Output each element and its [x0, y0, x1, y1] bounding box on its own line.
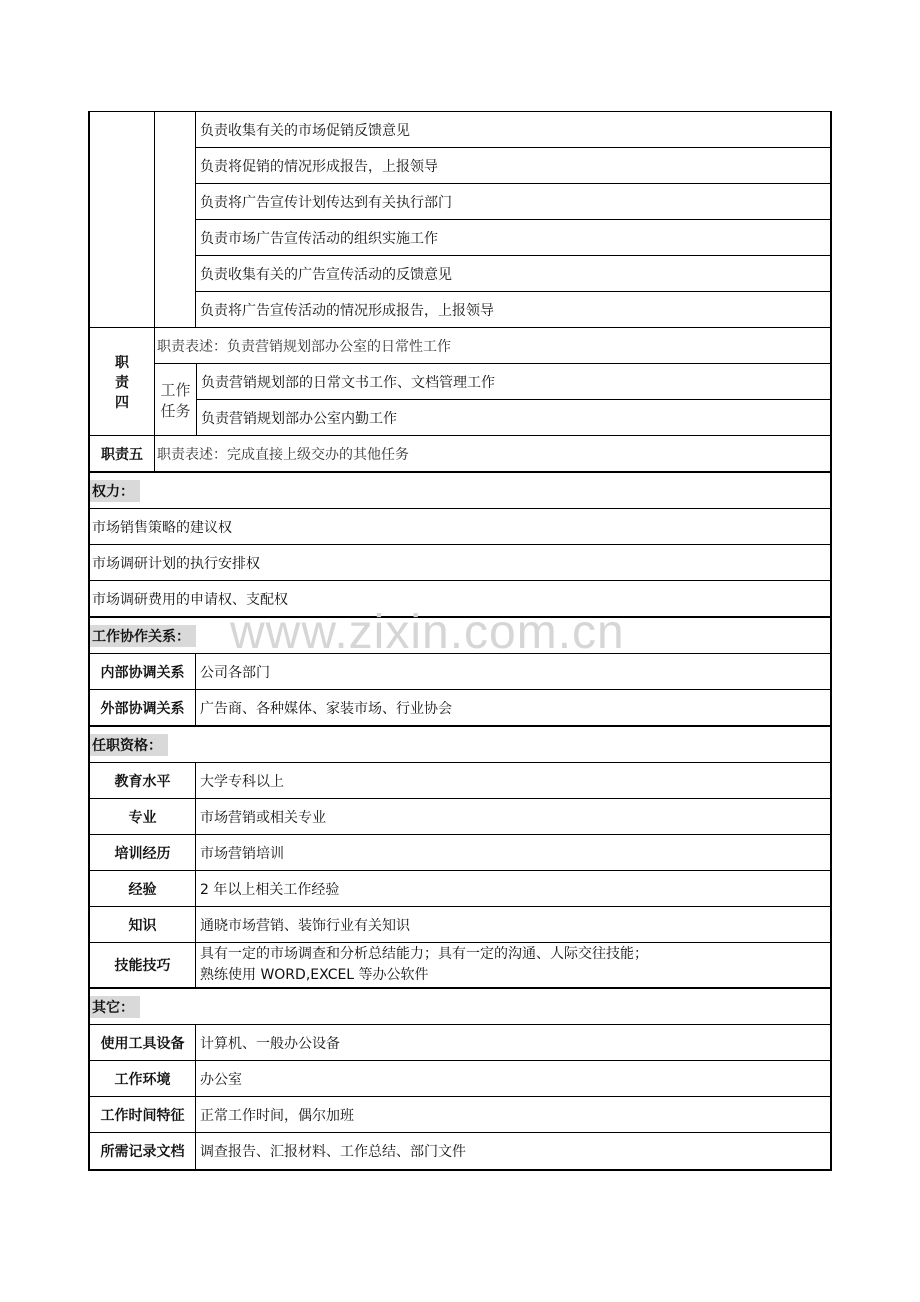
relations-value: 公司各部门 — [200, 664, 270, 681]
resp4-task-label — [155, 364, 196, 435]
resp4-task-row — [197, 400, 830, 435]
qualification-label: 教育水平 — [114, 773, 171, 790]
relations-row — [90, 654, 830, 690]
other-label: 工作时间特征 — [100, 1107, 185, 1124]
resp4-task-label-line: 任务 — [160, 401, 191, 420]
other-label: 所需记录文档 — [100, 1144, 185, 1160]
authority-header — [90, 473, 830, 509]
other-value: 办公室 — [200, 1071, 242, 1088]
relations-header — [90, 618, 830, 654]
qualification-row — [90, 799, 830, 835]
other-value-cell — [195, 1097, 830, 1132]
other-value: 调查报告、汇报材料、工作总结、部门文件 — [200, 1144, 466, 1160]
authority-item — [90, 581, 830, 618]
resp4-task-label-line: 工作 — [160, 380, 191, 399]
authority-item-text: 市场调研费用的申请权、支配权 — [92, 591, 288, 608]
other-row — [90, 1097, 830, 1133]
resp4-content — [154, 328, 830, 435]
other-row — [90, 1061, 830, 1097]
qualification-label: 知识 — [128, 917, 157, 934]
resp4-label-char: 责 — [115, 374, 129, 391]
other-title: 其它： — [90, 996, 140, 1018]
resp3-task-text: 负责市场广告宣传活动的组织实施工作 — [200, 230, 438, 247]
qualification-row — [90, 907, 830, 943]
qualifications-header — [90, 727, 830, 763]
resp4-block — [90, 328, 830, 436]
resp4-task-text: 负责营销规划部的日常文书工作、文档管理工作 — [201, 374, 495, 391]
resp3-task-row — [196, 220, 830, 256]
resp4-task-text: 负责营销规划部办公室内勤工作 — [201, 410, 397, 427]
qualification-value-cell — [195, 835, 830, 870]
skills-line: 具有一定的市场调查和分析总结能力；具有一定的沟通、人际交往技能； — [200, 946, 648, 962]
resp3-task-text: 负责收集有关的市场促销反馈意见 — [200, 122, 410, 139]
qualification-value: 市场营销培训 — [200, 845, 284, 862]
qualification-label: 培训经历 — [114, 845, 171, 862]
relations-value-cell — [195, 690, 830, 725]
qualification-label: 经验 — [128, 881, 157, 898]
job-description-document — [88, 111, 832, 1171]
qualification-value: 市场营销或相关专业 — [200, 809, 326, 826]
other-value-cell — [195, 1133, 830, 1169]
resp4-tasks-area — [155, 364, 830, 435]
relations-row — [90, 690, 830, 727]
other-row — [90, 1133, 830, 1169]
resp4-label-char: 职 — [115, 354, 129, 371]
resp3-task-text: 负责将促销的情况形成报告，上报领导 — [200, 158, 438, 175]
qualification-skills-row — [90, 943, 830, 989]
resp4-label-char: 四 — [115, 394, 129, 411]
resp3-task-text: 负责将广告宣传活动的情况形成报告，上报领导 — [200, 302, 494, 319]
resp3-label-cell — [90, 112, 154, 327]
qualification-row — [90, 835, 830, 871]
qualification-value-cell — [195, 799, 830, 834]
authority-item-text: 市场调研计划的执行安排权 — [92, 555, 260, 572]
resp5-label: 职责五 — [101, 446, 143, 463]
resp5-row — [90, 436, 830, 473]
resp3-task-text: 负责将广告宣传计划传达到有关执行部门 — [200, 194, 452, 211]
relations-label: 内部协调关系 — [100, 664, 185, 681]
watermark-text: www.zixin.com.cn — [230, 606, 625, 659]
authority-item — [90, 545, 830, 581]
qualification-value-cell — [195, 907, 830, 942]
qualification-value-cell — [195, 871, 830, 906]
qualification-value: 大学专科以上 — [200, 773, 284, 790]
resp3-task-row — [196, 184, 830, 220]
other-value: 正常工作时间，偶尔加班 — [200, 1107, 354, 1124]
authority-item — [90, 509, 830, 545]
resp4-task-row — [197, 364, 830, 400]
resp3-block — [90, 111, 830, 328]
resp3-task-text: 负责收集有关的广告宣传活动的反馈意见 — [200, 266, 452, 283]
qualification-row — [90, 763, 830, 799]
other-label: 工作环境 — [114, 1071, 171, 1088]
resp3-task-row — [196, 292, 830, 327]
resp3-task-label-cell — [154, 112, 195, 327]
other-header — [90, 989, 830, 1025]
qualification-row — [90, 871, 830, 907]
other-value-cell — [195, 1025, 830, 1060]
resp3-task-row — [196, 148, 830, 184]
resp5-statement-cell — [154, 436, 830, 471]
qualification-value-cell — [195, 763, 830, 798]
resp5-statement: 职责表述：完成直接上级交办的其他任务 — [157, 446, 409, 463]
resp4-statement-row — [155, 328, 830, 364]
resp4-statement: 职责表述：负责营销规划部办公室的日常性工作 — [157, 338, 451, 355]
authority-title: 权力： — [90, 480, 140, 502]
resp4-label — [90, 328, 154, 435]
qualifications-title: 任职资格： — [90, 734, 168, 756]
resp3-task-row — [196, 112, 830, 148]
job-table — [88, 111, 832, 1171]
resp3-task-list — [195, 112, 830, 327]
resp4-task-list — [196, 364, 830, 435]
resp3-task-row — [196, 256, 830, 292]
qualification-value: 通晓市场营销、装饰行业有关知识 — [200, 917, 410, 934]
skills-line: 熟练使用 WORD,EXCEL 等办公软件 — [200, 967, 429, 983]
qualification-value: 2 年以上相关工作经验 — [200, 881, 340, 898]
other-value: 计算机、一般办公设备 — [200, 1035, 340, 1052]
skills-value-cell — [195, 943, 830, 987]
relations-value-cell — [195, 654, 830, 689]
skills-label: 技能技巧 — [114, 958, 171, 974]
authority-item-text: 市场销售策略的建议权 — [92, 519, 232, 536]
other-row — [90, 1025, 830, 1061]
relations-title: 工作协作关系： — [90, 625, 196, 647]
qualification-label: 专业 — [128, 809, 157, 826]
relations-value: 广告商、各种媒体、家装市场、行业协会 — [200, 700, 452, 717]
other-value-cell — [195, 1061, 830, 1096]
other-label: 使用工具设备 — [100, 1035, 185, 1052]
relations-label: 外部协调关系 — [100, 700, 185, 717]
